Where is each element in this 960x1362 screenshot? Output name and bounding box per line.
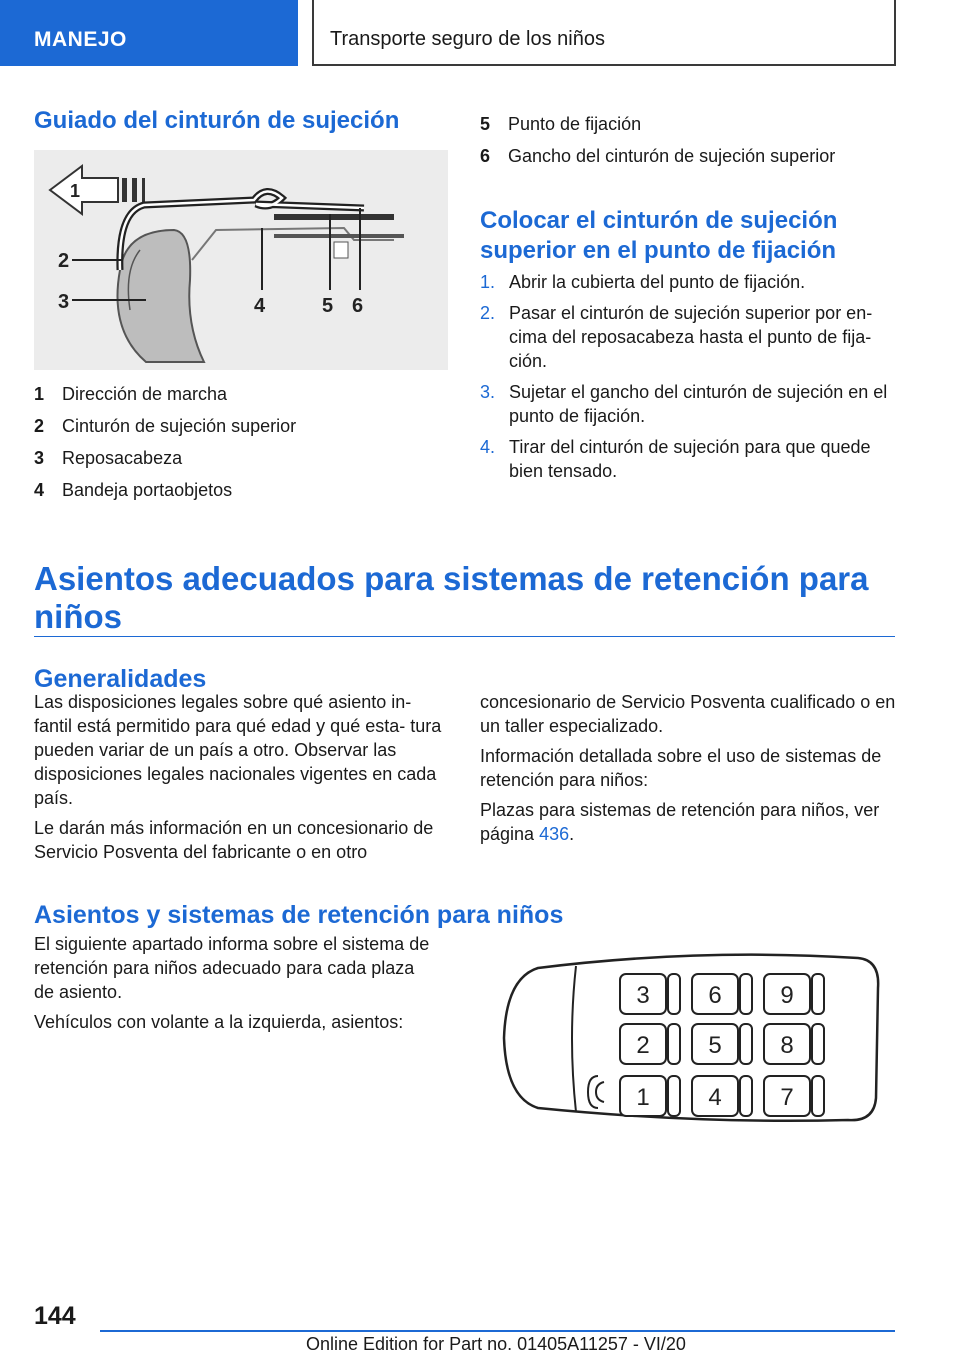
step-number: 1. (480, 272, 496, 292)
legend-num: 3 (34, 448, 45, 468)
step-number: 2. (480, 303, 496, 323)
page-link[interactable]: 436 (539, 824, 570, 844)
legend-num: 6 (480, 146, 491, 166)
paragraph: Las disposiciones legales sobre qué asiento in- fantil está permitido para qué edad y qué esta- tura pueden variar de un país a otro. Observar las disposiciones legales nacionales vigentes en cada país. (34, 692, 442, 808)
legend-item (34, 378, 454, 410)
figure-label-5: 5 (322, 295, 334, 317)
seat-key-6: 6 (708, 982, 722, 1009)
step-number: 3. (480, 382, 496, 402)
step-text: Sujetar el gancho del cinturón de sujeción en el punto de fijación. (509, 382, 888, 426)
seat-key-5: 5 (708, 1032, 722, 1059)
seat-key-3: 3 (636, 982, 650, 1009)
general-text-left (34, 690, 450, 870)
legend-label: Gancho del cinturón de sujeción superior (508, 146, 836, 166)
page-number: 144 (34, 1302, 76, 1330)
attach-heading (480, 206, 837, 266)
tether-belt-diagram (34, 150, 448, 370)
figure-label-4: 4 (254, 295, 266, 317)
seats-heading-line: niños (34, 598, 122, 635)
seats-heading-line: Asientos adecuados para sistemas de retención para (34, 560, 869, 597)
legend-label: Reposacabeza (62, 448, 183, 468)
paragraph: Le darán más información en un concesionario de Servicio Posventa del fabricante o en otro (34, 818, 434, 862)
seat-layout-figure (498, 948, 880, 1128)
legend-label: Punto de fijación (508, 114, 642, 134)
step-item (480, 301, 900, 373)
legend-num: 4 (34, 480, 45, 500)
attach-heading-line: superior en el punto de fijación (480, 237, 837, 264)
legend-item (34, 410, 454, 442)
attach-steps (480, 270, 900, 490)
section-divider (34, 636, 895, 637)
systems-text (34, 932, 434, 1040)
legend-num: 1 (34, 384, 45, 404)
guide-heading: Guiado del cinturón de sujeción (34, 107, 400, 134)
seat-key-4: 4 (708, 1084, 722, 1111)
step-number: 4. (480, 437, 496, 457)
legend-num: 5 (480, 114, 491, 134)
chapter-title: Transporte seguro de los niños (312, 0, 896, 66)
legend-item (480, 108, 900, 140)
seat-key-9: 9 (780, 982, 794, 1009)
seat-key-2: 2 (636, 1032, 650, 1059)
section-tab: MANEJO (0, 0, 298, 66)
paragraph-text: Plazas para sistemas de retención para niños, ver página (480, 800, 880, 844)
step-item (480, 435, 900, 483)
seat-key-8: 8 (780, 1032, 794, 1059)
general-text-right (480, 690, 900, 852)
step-text: Abrir la cubierta del punto de fijación. (509, 272, 806, 292)
legend-label: Bandeja portaobjetos (62, 480, 233, 500)
legend-num: 2 (34, 416, 45, 436)
figure-legend-right (480, 108, 900, 172)
step-text: Pasar el cinturón de sujeción superior por en- cima del reposacabeza hasta el punto de fija- ción. (509, 303, 873, 371)
seat-key-1: 1 (636, 1084, 650, 1111)
seats-heading (34, 560, 869, 636)
step-text: Tirar del cinturón de sujeción para que quede bien tensado. (509, 437, 871, 481)
paragraph: concesionario de Servicio Posventa cualificado o en un taller especializado. (480, 692, 896, 736)
seat-layout-diagram (498, 948, 880, 1128)
paragraph (480, 798, 900, 846)
legend-label: Dirección de marcha (62, 384, 228, 404)
edition-footer: Online Edition for Part no. 01405A11257 - VI/20 (306, 1334, 686, 1354)
paragraph: Vehículos con volante a la izquierda, asientos: (34, 1012, 404, 1032)
paragraph: El siguiente apartado informa sobre el sistema de retención para niños adecuado para cada plaza de asiento. (34, 934, 430, 1002)
tether-belt-figure (34, 150, 448, 370)
legend-item (34, 442, 454, 474)
systems-heading: Asientos y sistemas de retención para niños (34, 901, 564, 929)
paragraph-text: . (569, 824, 575, 844)
step-item (480, 270, 900, 294)
figure-label-3: 3 (58, 291, 70, 313)
figure-legend-left (34, 378, 454, 506)
step-item (480, 380, 900, 428)
figure-label-2: 2 (58, 250, 70, 272)
figure-label-1: 1 (70, 181, 81, 201)
seat-key-7: 7 (780, 1084, 794, 1111)
legend-item (480, 140, 900, 172)
footer-divider (100, 1330, 895, 1332)
attach-heading-line: Colocar el cinturón de sujeción (480, 207, 838, 234)
figure-label-6: 6 (352, 295, 364, 317)
legend-item (34, 474, 454, 506)
legend-label: Cinturón de sujeción superior (62, 416, 297, 436)
general-heading: Generalidades (34, 665, 207, 693)
paragraph: Información detallada sobre el uso de sistemas de retención para niños: (480, 746, 882, 790)
